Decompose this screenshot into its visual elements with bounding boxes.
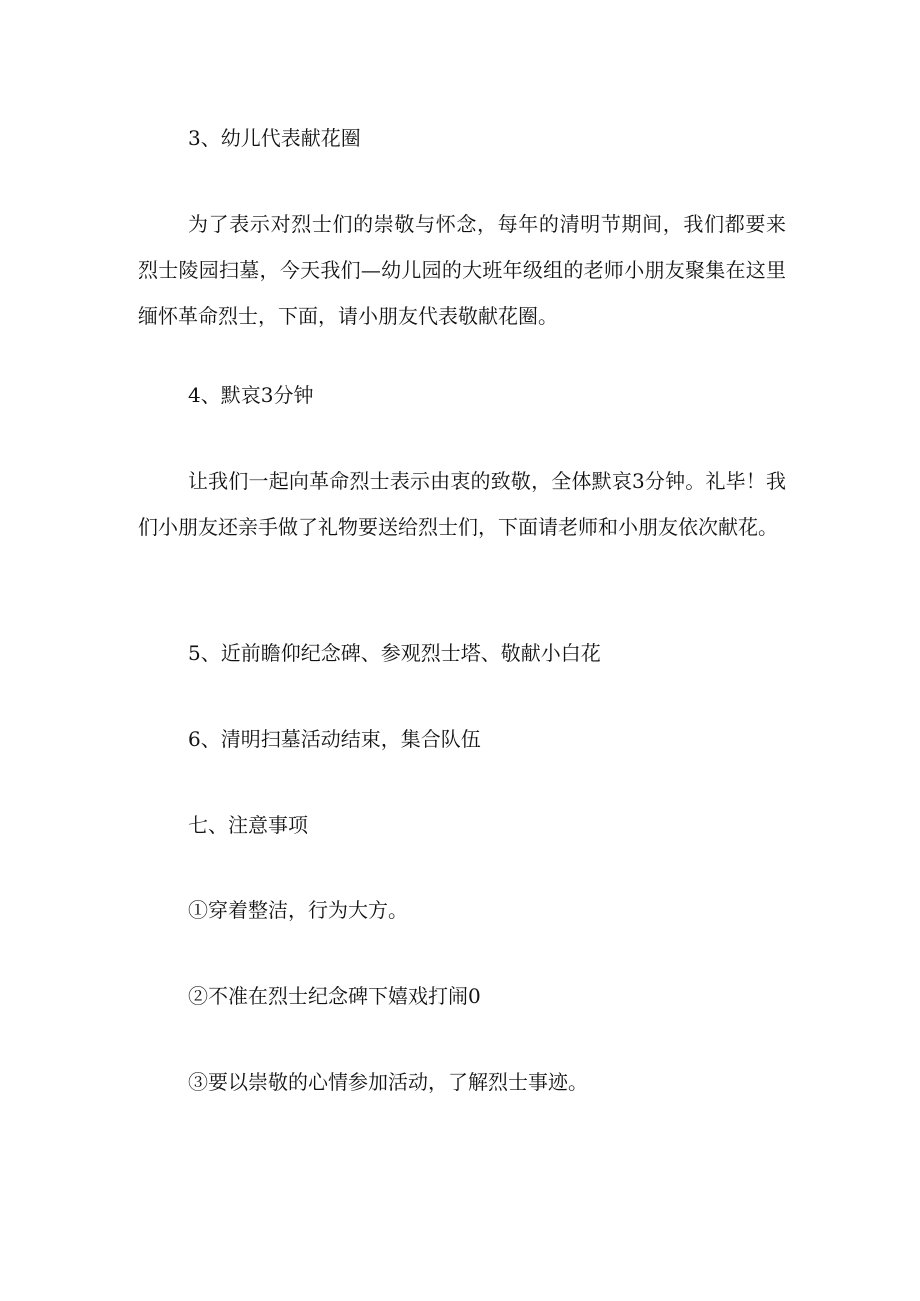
section-7-heading: 七、注意事项	[188, 813, 308, 837]
note-item: ①穿着整洁，行为大方。	[188, 898, 408, 922]
step-4-heading: 4、默哀3分钟	[188, 383, 314, 407]
step-6-heading: 6、清明扫墓活动结束，集合队伍	[188, 727, 481, 751]
step-3-paragraph: 为了表示对烈士们的崇敬与怀念，每年的清明节期间，我们都要来烈士陵园扫墓，今天我们—幼儿园的大班年级组的老师小朋友聚集在这里缅怀革命烈士，下面，请小朋友代表敬献花圈。	[138, 212, 786, 328]
step-4-paragraph: 让我们一起向革命烈士表示由衷的致敬，全体默哀3分钟。礼毕！我们小朋友还亲手做了礼物要送给烈士们，下面请老师和小朋友依次献花。	[138, 469, 786, 539]
note-item: ②不准在烈士纪念碑下嬉戏打闹0	[188, 984, 481, 1008]
step-3-heading: 3、幼儿代表献花圈	[188, 126, 361, 150]
step-5-heading: 5、近前瞻仰纪念碑、参观烈士塔、敬献小白花	[188, 641, 601, 665]
note-item: ③要以崇敬的心情参加活动，了解烈士事迹。	[188, 1070, 588, 1094]
